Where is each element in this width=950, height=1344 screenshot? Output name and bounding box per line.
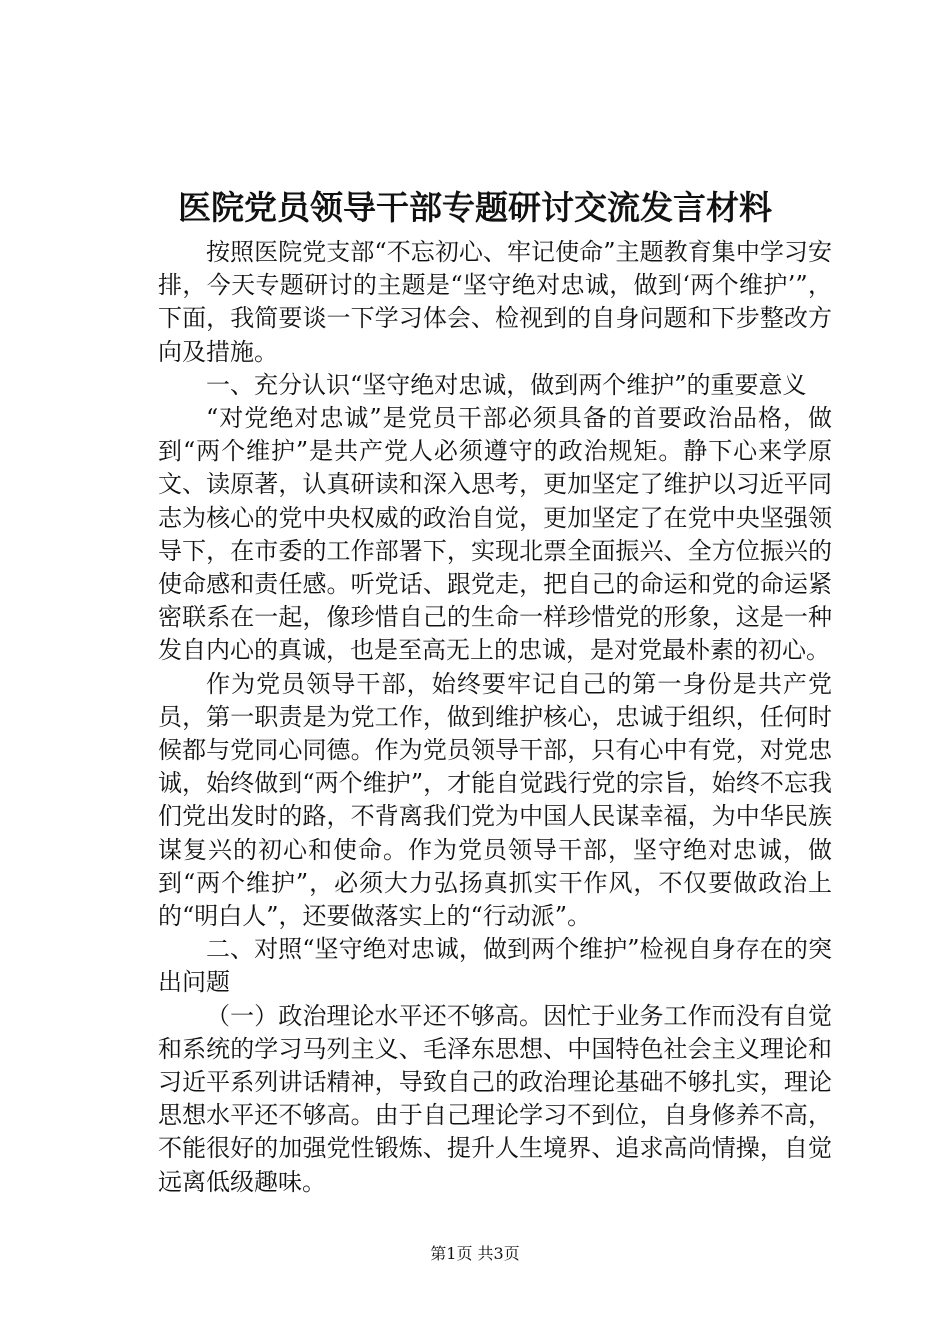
paragraph-leadership: 作为党员领导干部，始终要牢记自己的第一身份是共产党员，第一职责是为党工作，做到维护核心，忠诚于组织，任何时候都与党同心同德。作为党员领导干部，只有心中有党，对党忠诚，始终做到“两个维护”，才能自觉践行党的宗旨，始终不忘我们党出发时的路，不背离我们党为中国人民谋幸福，为中华民族谋复兴的初心和使命。作为党员领导干部，坚守绝对忠诚，做到“两个维护”，必须大力弘扬真抓实干作风，不仅要做政治上的“明白人”，还要做落实上的“行动派”。	[158, 669, 832, 931]
page-number: 第1页 共3页	[430, 1244, 520, 1263]
section-heading-1: 一、充分认识“坚守绝对忠诚，做到两个维护”的重要意义	[206, 370, 807, 399]
section-heading-2: 二、对照“坚守绝对忠诚，做到两个维护”检视自身存在的突出问题	[158, 935, 832, 997]
paragraph-loyalty: “对党绝对忠诚”是党员干部必须具备的首要政治品格，做到“两个维护”是共产党人必须遵守的政治规矩。静下心来学原文、读原著，认真研读和深入思考，更加坚定了维护以习近平同志为核心的党中央权威的政治自觉，更加坚定了在党中央坚强领导下，在市委的工作部署下，实现北票全面振兴、全方位振兴的使命感和责任感。听党话、跟党走，把自己的命运和党的命运紧密联系在一起，像珍惜自己的生命一样珍惜党的形象，这是一种发自内心的真诚，也是至高无上的忠诚，是对党最朴素的初心。	[158, 404, 832, 665]
paragraph-problem-1: （一）政治理论水平还不够高。因忙于业务工作而没有自觉和系统的学习马列主义、毛泽东思想、中国特色社会主义理论和习近平系列讲话精神，导致自己的政治理论基础不够扎实，理论思想水平还不够高。由于自己理论学习不到位，自身修养不高，不能很好的加强党性锻炼、提升人生境界、追求高尚情操，自觉远离低级趣味。	[158, 1001, 832, 1196]
paragraph-intro: 按照医院党支部“不忘初心、牢记使命”主题教育集中学习安排，今天专题研讨的主题是“坚守绝对忠诚，做到‘两个维护’”，下面，我简要谈一下学习体会、检视到的自身问题和下步整改方向及措施。	[158, 238, 832, 366]
document-title: 医院党员领导干部专题研讨交流发言材料	[178, 188, 772, 227]
document-body	[158, 236, 832, 1199]
